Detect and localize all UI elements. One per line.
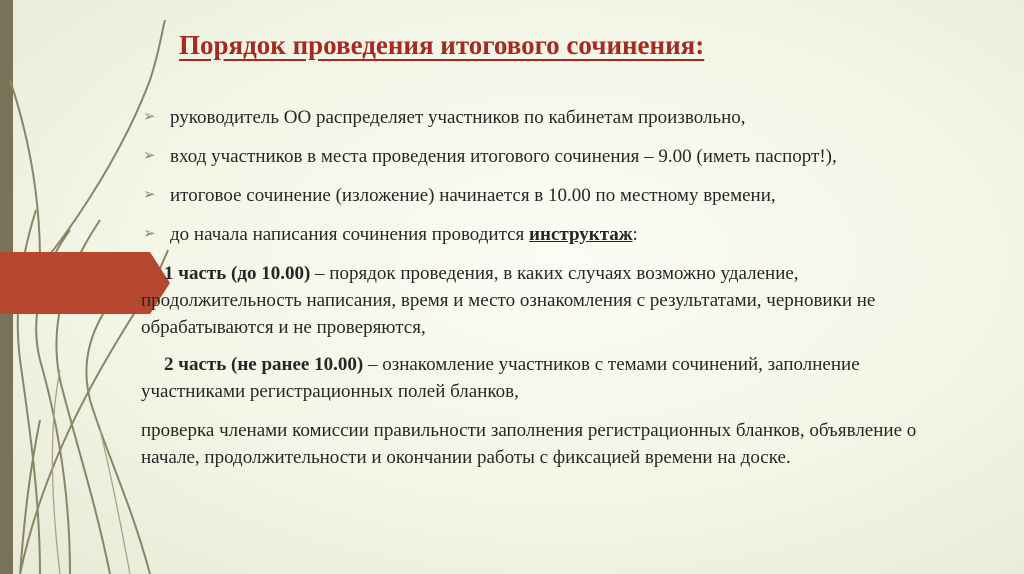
arrow-bullet-icon: ➢ — [143, 109, 156, 125]
list-item — [141, 104, 931, 131]
part-1-paragraph — [141, 260, 931, 341]
curve-7 — [10, 80, 40, 260]
bullet-list — [141, 104, 931, 248]
list-item — [141, 221, 931, 248]
part-1-heading: 1 часть (до 10.00) — [164, 263, 311, 284]
slide-content — [141, 104, 931, 481]
part-2-heading: 2 часть (не ранее 10.00) — [164, 354, 364, 375]
list-item — [141, 182, 931, 209]
bullet-text: вход участников в места проведения итогового сочинения – 9.00 (иметь паспорт!), — [170, 146, 837, 167]
bullet-text-before: до начала написания сочинения проводится — [170, 224, 530, 245]
bullet-text: руководитель ОО распределяет участников по кабинетам произвольно, — [170, 107, 746, 128]
closing-paragraph: проверка членами комиссии правильности заполнения регистрационных бланков, объявление о начале, продолжительности и окончании работы с фиксацией времени на доске. — [141, 420, 917, 468]
part-1-text: – порядок проведения, в каких случаях возможно удаление, продолжительность написания, время и место ознакомления с результатами, черновики не обрабатываются и не проверяются, — [141, 263, 876, 338]
part-2-text: – ознакомление участников с темами сочинений, заполнение участниками регистрационных полей бланков, — [141, 354, 860, 402]
slide-title: Порядок проведения итогового сочинения: — [179, 30, 705, 60]
arrow-bullet-icon: ➢ — [143, 226, 156, 242]
part-2-paragraph — [141, 351, 931, 405]
bullet-text-after: : — [632, 224, 638, 245]
arrow-bullet-icon: ➢ — [143, 148, 156, 164]
instruction-emphasis: инструктаж — [529, 224, 633, 245]
arrow-bullet-icon: ➢ — [143, 187, 156, 203]
curve-9 — [53, 370, 61, 574]
list-item — [141, 143, 931, 170]
bullet-text: итоговое сочинение (изложение) начинается в 10.00 по местному времени, — [170, 185, 776, 206]
